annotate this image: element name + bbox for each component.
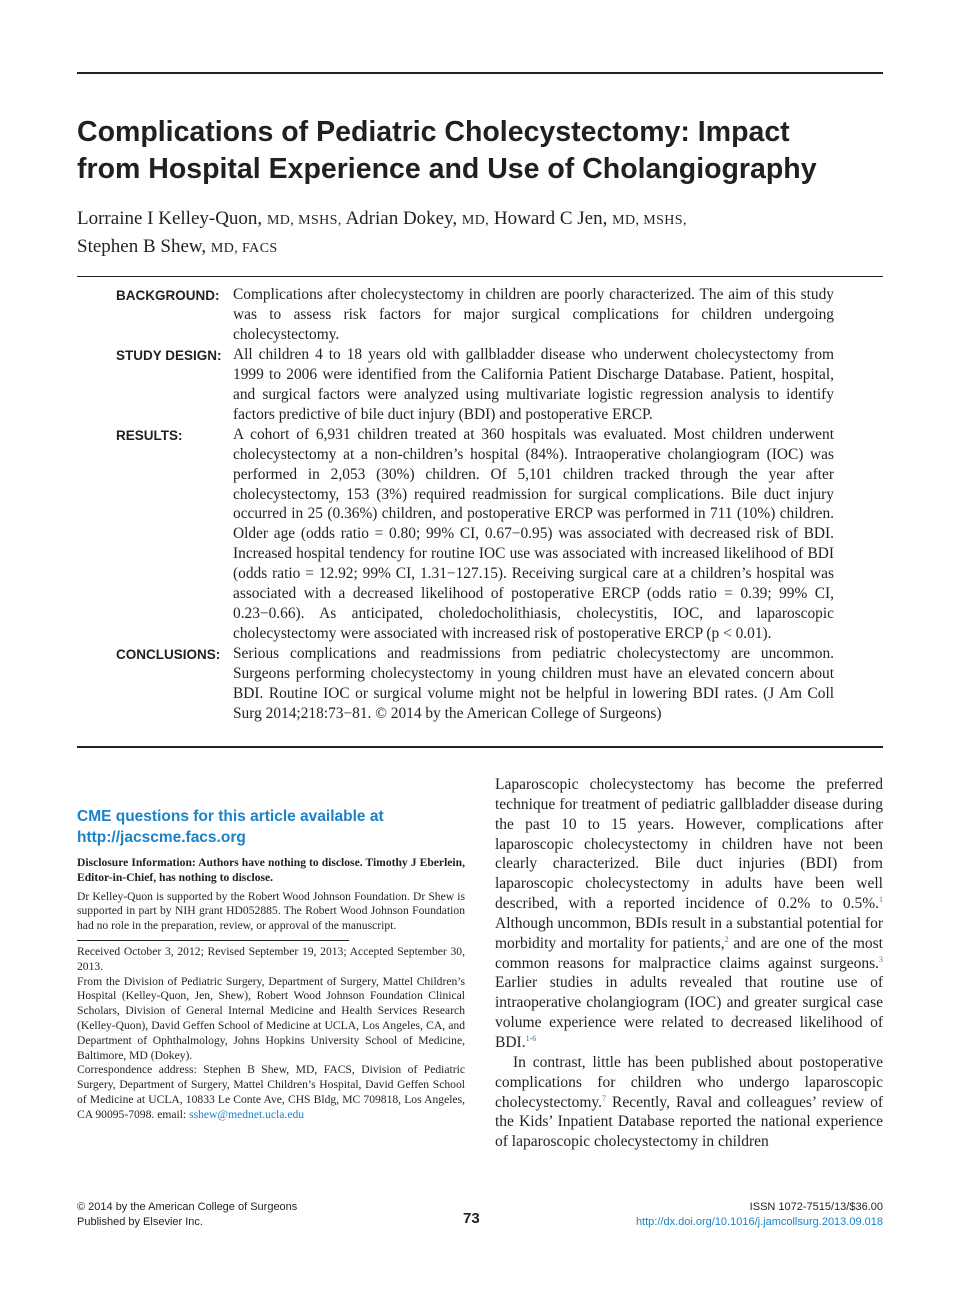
abstract-background [116,285,834,345]
citation-link[interactable]: 7 [602,1093,607,1103]
body-text: Laparoscopic cholecystectomy has become the preferred technique for treatment of pediatric gallbladder disease during the past 10 to 15 years. However, complications after laparoscopic cholecystectomy in children have not been clearly characterized. Bile duct injuries (BDI) from laparoscopic cholecystectomy in adults have been well described, with a reported incidence of 0.2% to 0.5%. [495,776,883,913]
copyright-text: © 2014 by the American College of Surgeons [77,1201,298,1213]
article-notes [77,856,465,1123]
citation-link[interactable]: 3 [879,954,883,964]
footer-left [77,1200,297,1230]
abstract-text: A cohort of 6,931 children treated at 360 hospitals was evaluated. Most children underwent cholecystectomy at a non-children’s hospital (84%). Intraoperative cholangiogram (IOC) was performed in 2,053 (30%) children. Of 5,101 children tracked through the year after cholecystectomy, 153 (3%) required readmission for surgical complications. Bile duct injury occurred in 25 (0.36%) children, and postoperative ERCP was performed in 711 (10%) children. Older age (odds ratio = 0.80; 99% CI, 0.67−0.95) was associated with decreased risk of BDI. Increased hospital tendency for routine IOC use was associated with increased likelihood of BDI (odds ratio = 12.92; 99% CI, 1.31−127.15). Receiving surgical care at a children’s hospital was associated with a decreased likelihood of postoperative ERCP (odds ratio = 0.39; 99% CI, 0.23−0.66). As anticipated, choledocholithiasis, cholecystitis, IOC, and laparoscopic cholecystectomy were associated with increased risk of postoperative ERCP (p < 0.01). [233,425,834,643]
affiliation-note: From the Division of Pediatric Surgery, Department of Surgery, Mattel Children’s Hospital (Kelley-Quon, Jen, Shew), Robert Wood Johnson Foundation Clinical Scholars, Division of General Internal Medicine and Health Services Research (Kelley-Quon), David Geffen School of Medicine at UCLA, Los Angeles, CA, and Department of Ophthalmology, Johns Hopkins University School of Medicine, Baltimore, MD (Dokey). [77,974,465,1062]
issn-text: ISSN 1072-7515/13/$36.00 [749,1201,883,1213]
article-title [77,114,883,188]
author-line-2 [77,234,883,262]
title-line-2: from Hospital Experience and Use of Cholangiography [77,153,817,185]
received-note: Received October 3, 2012; Revised September 19, 2013; Accepted September 30, 2013. [77,944,465,973]
correspondence-note [77,1063,465,1122]
abstract-label: BACKGROUND: [116,288,220,303]
author-name: Howard C Jen, [493,208,608,229]
body-paragraph [495,1053,883,1152]
disclosure-note: Disclosure Information: Authors have nothing to disclose. Timothy J Eberlein, Editor-in-Chief, has nothing to disclose. [77,856,465,884]
header-rule [77,72,883,74]
cme-link[interactable]: http://jacscme.facs.org [77,829,246,846]
body-text-column [495,775,883,1152]
correspondence-text: Correspondence address: Stephen B Shew, MD, FACS, Division of Pediatric Surgery, Department of Surgery, Mattel Children’s Hospital, David Geffen School of Medicine at UCLA, 10833 Le Conte Ave, CHS Bldg, MC 709818, Los Angeles, CA 90095-7098. email: [77,1063,465,1121]
abstract-label: CONCLUSIONS: [116,647,221,663]
abstract-results [116,425,834,644]
body-text: Although uncommon, BDIs result in a substantial potential for morbidity and mortality for patients, [495,914,883,952]
author-name: Adrian Dokey, [345,208,458,229]
doi-link[interactable]: http://dx.doi.org/10.1016/j.jamcollsurg.2013.09.018 [635,1216,883,1228]
cme-notice [77,806,467,848]
body-text: and are one of the most common reasons for malpractice claims against surgeons. [495,934,883,972]
footer-right [636,1200,883,1230]
publisher-text: Published by Elsevier Inc. [77,1216,203,1228]
body-text: Recently, Raval and colleagues’ review of the Kids’ Inpatient Database reported the national experience of laparoscopic cholecystectomy in children [495,1093,883,1151]
author-list [77,206,883,262]
citation-link[interactable]: 1-6 [525,1033,537,1043]
cme-text: CME questions for this article available at [77,808,384,825]
abstract-text: Complications after cholecystectomy in children are poorly characterized. The aim of this study was to assess risk factors for major surgical complications for children undergoing cholecystectomy. [233,286,834,343]
abstract-text: Serious complications and readmissions from pediatric cholecystectomy are uncommon. Surgeons performing cholecystectomy in young children must have an elevated concern about BDI. Routine IOC or surgical volume might not be helpful in lowering BDI rates. (J Am Coll Surg 2014;218:73−81. © 2014 by the American College of Surgeons) [233,645,834,723]
abstract-study-design [116,345,834,425]
abstract-text: All children 4 to 18 years old with gallbladder disease who underwent cholecystectomy from 1999 to 2006 were identified from the California Patient Discharge Database. Patient, hospital, and surgical factors were analyzed using multivariate logistic regression analysis to identify factors predictive of bile duct injury (BDI) and postoperative ERCP. [233,345,834,423]
email-link[interactable]: sshew@mednet.ucla.edu [189,1107,305,1121]
support-note: Dr Kelley-Quon is supported by the Robert Wood Johnson Foundation. Dr Shew is supported in part by NIH grant HD052885. The Robert Wood Johnson Foundation had no role in the preparation, review, or approval of the manuscript. [77,889,465,933]
abstract-label: RESULTS: [116,427,183,443]
author-line-1 [77,206,883,234]
author-name: Stephen B Shew, [77,236,207,257]
author-degree: MD, FACS [210,241,278,256]
author-name: Lorraine I Kelley-Quon, [77,208,263,229]
citation-link[interactable]: 2 [724,934,729,944]
notes-divider [77,940,349,941]
structured-abstract [116,285,834,724]
citation-link[interactable]: 1 [879,894,883,904]
title-line-1: Complications of Pediatric Cholecystectomy: Impact [77,116,790,148]
abstract-label: STUDY DESIGN: [116,347,222,363]
page-number: 73 [463,1210,480,1227]
author-degree: MD, [461,213,490,228]
abstract-conclusions [116,644,834,724]
abstract-bottom-rule [77,746,883,748]
body-paragraph [495,775,883,1053]
body-text: In contrast, little has been published about postoperative complications for children who undergo laparoscopic cholecystectomy. [495,1053,883,1111]
abstract-top-rule [77,276,883,277]
body-text: Earlier studies in adults revealed that routine use of intraoperative cholangiogram (IOC) and greater surgical case volume experience were related to decreased likelihood of BDI. [495,974,883,1051]
author-degree: MD, MSHS, [266,213,342,228]
author-degree: MD, MSHS, [612,213,687,228]
